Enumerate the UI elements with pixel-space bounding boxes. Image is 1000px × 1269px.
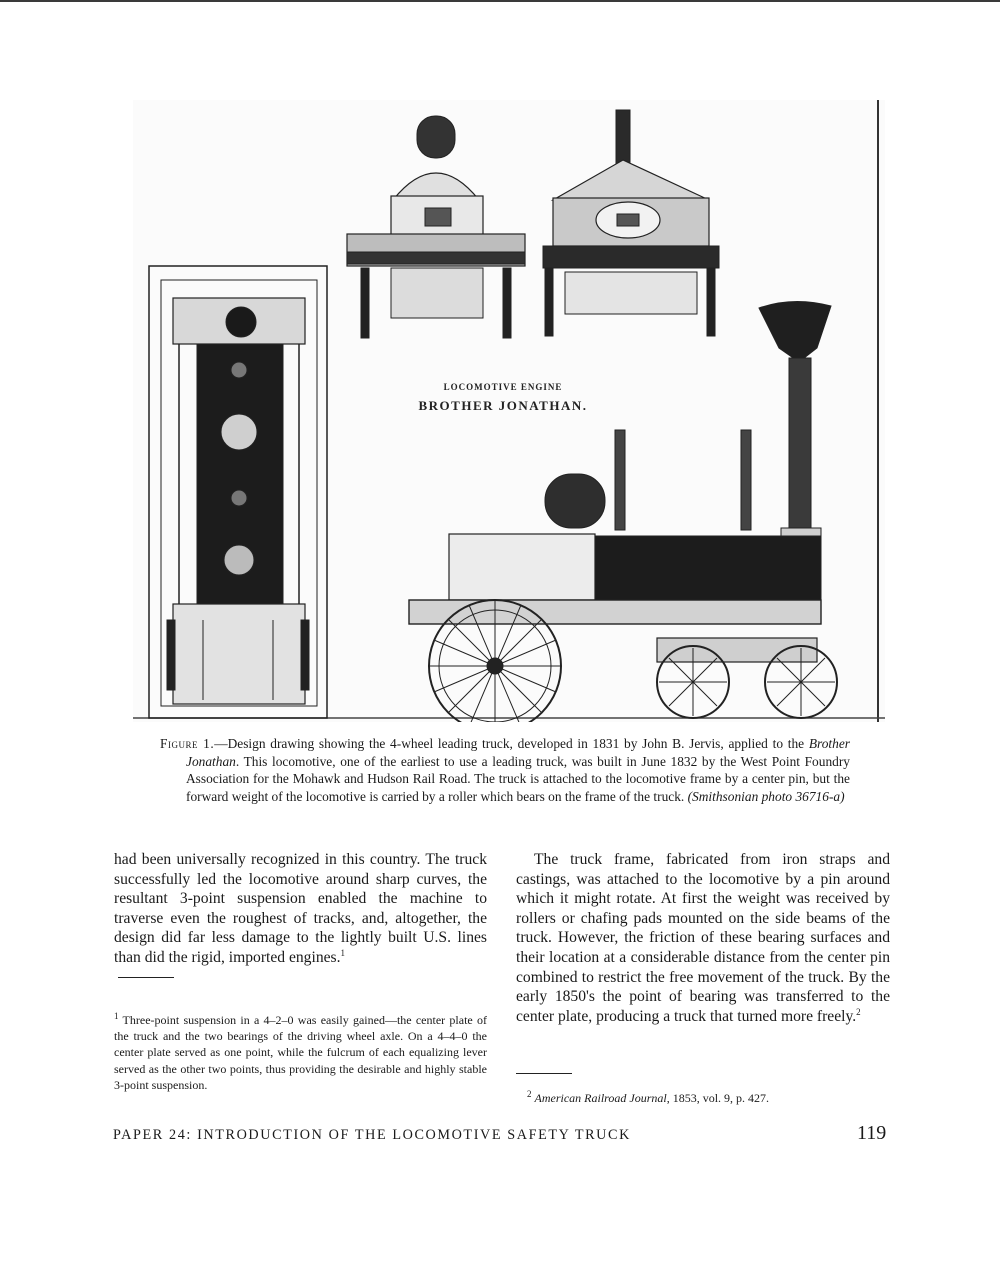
footnote-divider-right: [516, 1073, 572, 1074]
caption-text-part1: —Design drawing showing the 4-wheel leading truck, developed in 1831 by John B. Jervis, applied to the: [214, 736, 809, 751]
footnote-reference-2: 2: [856, 1006, 861, 1017]
footnote-reference-1: 1: [340, 947, 345, 958]
footnote-1: [114, 1012, 487, 1093]
right-paragraph-text: The truck frame, fabricated from iron straps and castings, was attached to the locomotive by a pin around which it might rotate. At first the weight was received by rollers or chafing pads mounted on the side beams of the truck. However, the friction of these bearing surfaces and their location at a considerable distance from the center pin combined to restrict the free movement of the truck. By the early 1850's the point of bearing was transferred to the center plate, producing a truck that turned more freely.: [516, 851, 890, 1025]
left-body-paragraph: [114, 850, 487, 968]
locomotive-design-drawing: [133, 100, 885, 722]
page-number: 119: [857, 1122, 887, 1144]
page-top-rule: [0, 0, 1000, 2]
right-body-paragraph: [516, 850, 890, 1026]
right-column: [516, 850, 890, 1026]
left-paragraph-text: had been universally recognized in this country. The truck successfully led the locomotive around sharp curves, the resultant 3-point suspension enabled the machine to traverse even the roughest of tracks, and, altogether, the design did far less damage to the lightly built U.S. lines than did the rigid, imported engines.: [114, 851, 487, 966]
footnote-2: [527, 1090, 887, 1106]
footnote-2-marker: 2: [527, 1089, 532, 1099]
figure-label: Figure 1.: [160, 736, 215, 751]
running-head: PAPER 24: INTRODUCTION OF THE LOCOMOTIVE SAFETY TRUCK: [113, 1127, 631, 1143]
footnote-1-text: Three-point suspension in a 4–2–0 was easily gained—the center plate of the truck and the two bearings of the driving wheel axle. On a 4–4–0 the center plate served as one point, while the fulcrum of each equalizing lever served as the other two points, thus providing the desirable and highly stable 3-point suspension.: [114, 1013, 487, 1092]
left-column: [114, 850, 487, 989]
caption-ship-name: Brother Jonathan: [186, 736, 850, 769]
caption-photo-credit: (Smithsonian photo 36716-a): [687, 788, 845, 804]
drawing-title-line1: LOCOMOTIVE ENGINE: [443, 382, 563, 392]
drawing-title-line2: BROTHER JONATHAN.: [418, 398, 588, 413]
footnote-2-source: American Railroad Journal: [534, 1091, 667, 1105]
footnote-1-marker: 1: [114, 1011, 119, 1021]
figure-caption: [160, 735, 850, 805]
footnote-divider-left: [118, 977, 174, 978]
footnote-2-citation: , 1853, vol. 9, p. 427.: [666, 1091, 770, 1105]
caption-text-part2: . This locomotive, one of the earliest to use a leading truck, was built in June 1832 by the West Point Foundry Association for the Mohawk and Hudson Rail Road. The truck is attached to the locomotive frame by a center pin, but the forward weight of the locomotive is carried by a roller which bears on the frame of the truck.: [186, 753, 850, 804]
